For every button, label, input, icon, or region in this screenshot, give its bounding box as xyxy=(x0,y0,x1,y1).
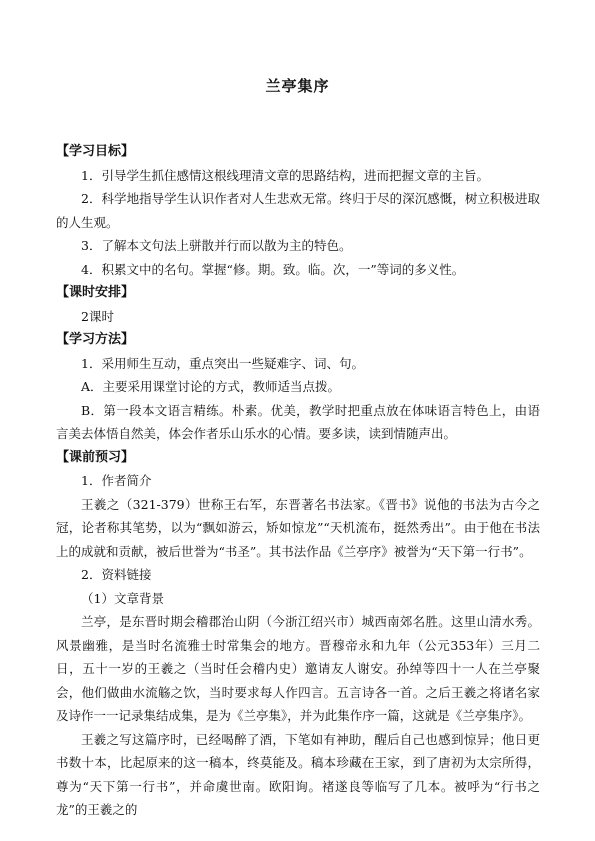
author-paragraph: 王羲之（321-379）世称王右军，东晋著名书法家。《晋书》说他的书法为古今之冠，论者称其笔势，以为“飘如游云，矫如惊龙”“天机流布，挺然秀出”。由于他在书法上的成就和贡献，被后世誉为“书圣”。其书法作品《兰亭序》被誉为“天下第一行书”。 xyxy=(56,496,540,559)
goal-item-4: 4．积累文中的名句。掌握“修。期。致。临。次，一”等词的多义性。 xyxy=(81,261,465,277)
subheading-background: （1）文章背景 xyxy=(81,590,164,606)
method-item-1: 1．采用师生互动，重点突出一些疑难字、词、句。 xyxy=(81,355,364,371)
section-heading-goals: 【学习目标】 xyxy=(56,144,135,159)
subheading-author-intro: 1．作者简介 xyxy=(81,473,152,488)
section-heading-methods: 【学习方法】 xyxy=(56,332,135,347)
method-item-a: A．主要采用课堂讨论的方式，教师适当点拨。 xyxy=(81,379,341,394)
goal-item-2: 2．科学地指导学生认识作者对人生悲欢无常。终归于尽的深沉感慨，树立积极进取的人生观。 xyxy=(56,191,540,230)
goal-item-3: 3．了解本文句法上骈散并行而以散为主的特色。 xyxy=(81,238,352,253)
subheading-resources: 2．资料链接 xyxy=(81,567,152,582)
section-heading-preview: 【课前预习】 xyxy=(56,449,135,465)
page-title: 兰亭集序 xyxy=(265,77,330,95)
background-paragraph-1: 兰亭，是东晋时期会稽郡治山阴（今浙江绍兴市）城西南郊名胜。这里山清水秀。风景幽雅，是当时名流雅士时常集会的地方。晋穆帝永和九年（公元353年）三月二日，五十一岁的王羲之（当时任会稽内史）邀请友人谢安。孙绰等四十一人在兰亭聚会，他们做曲水流觞之饮，当时要求每人作四言。五言诗各一首。之后王羲之将诸名家及诗作一一记录集结成集，是为《兰亭集》，并为此集作序一篇，这就是《兰亭集序》。 xyxy=(56,614,540,723)
document-body xyxy=(56,140,540,822)
section-heading-schedule: 【课时安排】 xyxy=(56,285,135,300)
schedule-text: 2课时 xyxy=(81,308,114,324)
background-paragraph-2: 王羲之写这篇序时，已经喝醉了酒，下笔如有神助，醒后自己也感到惊异；他日更书数十本，比起原来的这一稿本，终莫能及。稿本珍藏在王家，到了唐初为太宗所得，尊为“天下第一行书”，并命虞世南。欧阳询。褚遂良等临写了几本。被呼为“行书之龙”的王羲之的 xyxy=(56,731,540,817)
goal-item-1: 1．引导学生抓住感情这根线理清文章的思路结构，进而把握文章的主旨。 xyxy=(81,167,489,183)
method-item-b: B．第一段本文语言精练。朴素。优美，教学时把重点放在体味语言特色上，由语言美去体悟自然美，体会作者乐山乐水的心情。要多读，读到情随声出。 xyxy=(56,402,540,441)
